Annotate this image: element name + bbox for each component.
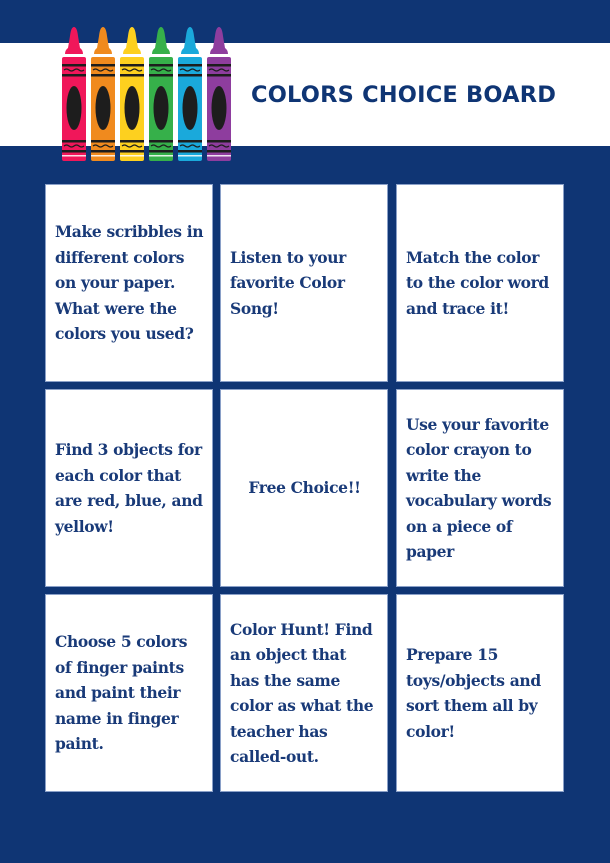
- board-cell-sort-toys: [396, 594, 564, 792]
- cell-text: Use your favorite color crayon to write the vocabulary words on a piece of paper: [406, 414, 552, 561]
- cell-text: Listen to your favorite Color Song!: [230, 247, 346, 318]
- board-cell-color-hunt: [220, 594, 388, 792]
- board-cell-match-color: [396, 184, 564, 382]
- board-cell-find-objects: [45, 389, 213, 587]
- board-cell-free-choice: [220, 389, 388, 587]
- board-cell-vocabulary: [396, 389, 564, 587]
- cell-text: Free Choice!!: [248, 478, 361, 498]
- cell-text: Make scribbles in different colors on your paper. What were the colors you used?: [55, 222, 204, 344]
- cell-text: Match the color to the color word and trace it!: [406, 247, 549, 318]
- board-cell-finger-paint: [45, 594, 213, 792]
- board-cell-color-song: [220, 184, 388, 382]
- cell-text: Color Hunt! Find an object that has the same color as what the teacher has called-out.: [230, 619, 374, 766]
- cell-text: Prepare 15 toys/objects and sort them all by color!: [406, 645, 541, 741]
- board-cell-scribbles: [45, 184, 213, 382]
- page-title: COLORS CHOICE BOARD: [251, 82, 557, 108]
- cell-text: Find 3 objects for each color that are red, blue, and yellow!: [55, 440, 203, 536]
- cell-text: Choose 5 colors of finger paints and paint their name in finger paint.: [55, 632, 188, 754]
